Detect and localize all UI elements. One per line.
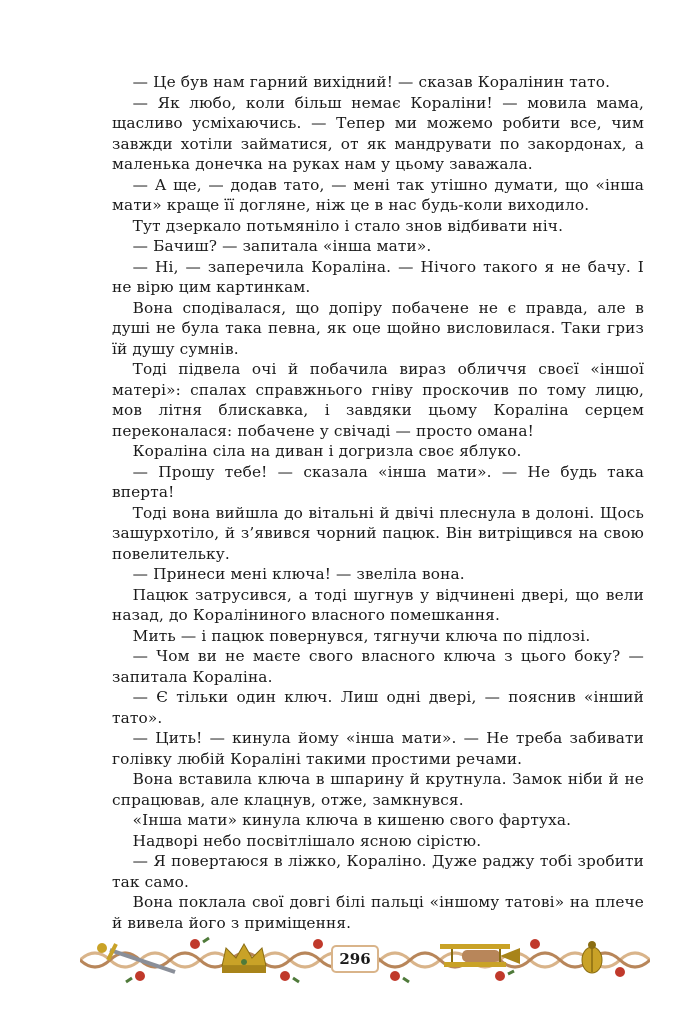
paragraph: — Як любо, коли більш немає Кораліни! — мовила мама, щасливо усміхаючись. — Тепер ми можемо робити все, чим завжди хотіли займатися, от як мандрувати по закордонах, а маленька донечка на руках нам у цьому заважала.	[112, 93, 644, 173]
paragraph: Тоді підвела очі й побачила вираз обличчя своєї «іншої матері»: спалах справжнього гніву проскочив по тому лицю, мов літня блискавка, і завдяки цьому Кораліна серцем переконалася: побачене у свічаді — просто омана!	[112, 360, 644, 440]
paragraph: — Принеси мені ключа! — звеліла вона.	[132, 565, 465, 583]
paragraph: «Інша мати» кинула ключа в кишеню свого фартуха.	[132, 811, 572, 829]
page-number: 296	[339, 950, 371, 968]
biplane-icon	[440, 944, 520, 967]
paragraph: Тоді вона вийшла до вітальні й двічі плеснула в долоні. Щось зашурхотіло, й з’явився чорний пацюк. Він витріщився на свою повелительку.	[112, 503, 644, 563]
paragraph: Надворі небо посвітлішало ясною сірістю.	[132, 831, 482, 850]
page-body-text	[112, 72, 644, 933]
paragraph: — Прошу тебе! — сказала «інша мати». — Не будь така вперта!	[112, 462, 644, 501]
paragraph: Вона вставила ключа в шпарину й крутнула. Замок ніби й не спрацював, але клацнув, отже, замкнувся.	[112, 770, 644, 809]
paragraph: Тут дзеркало потьмяніло і стало знов відбивати ніч.	[132, 216, 564, 235]
paragraph: — Цить! — кинула йому «інша мати». — Не треба забивати голівку любій Кораліні такими простими речами.	[112, 729, 644, 768]
crown-icon	[222, 944, 266, 973]
paragraph: — Ні, — заперечила Кораліна. — Нічого такого я не бачу. І не вірю цим картинкам.	[112, 257, 644, 296]
paragraph: — Я повертаюся в ліжко, Кораліно. Дуже раджу тобі зробити так само.	[112, 852, 644, 891]
paragraph: Пацюк затрусився, а тоді шугнув у відчинені двері, що вели назад, до Кораліниного власного помешкання.	[112, 585, 644, 624]
paragraph: — Чом ви не маєте свого власного ключа з цього боку? — запитала Кораліна.	[112, 647, 644, 686]
beetle-icon	[582, 941, 602, 973]
paragraph: — Це був нам гарний вихідний! — сказав Коралінин тато.	[132, 73, 611, 91]
paragraph: Мить — і пацюк повернувся, тягнучи ключа по підлозі.	[132, 626, 591, 645]
paragraph: Вона сподівалася, що допіру побачене не є правда, але в душі не була така певна, як оце щойно висловилася. Таки гриз їй душу сумнів.	[112, 298, 644, 358]
paragraph: — А ще, — додав тато, — мені так утішно думати, що «інша мати» краще її догляне, ніж це в нас будь-коли виходило.	[112, 175, 644, 214]
dagger-icon	[97, 943, 175, 972]
paragraph: — Бачиш? — запитала «інша мати».	[132, 237, 432, 255]
paragraph: Кораліна сіла на диван і догризла своє яблуко.	[132, 442, 522, 460]
paragraph: Вона поклала свої довгі білі пальці «іншому татові» на плече й вивела його з приміщення.	[112, 893, 644, 932]
paragraph: — Є тільки один ключ. Лиш одні двері, — пояснив «інший тато».	[112, 688, 644, 727]
